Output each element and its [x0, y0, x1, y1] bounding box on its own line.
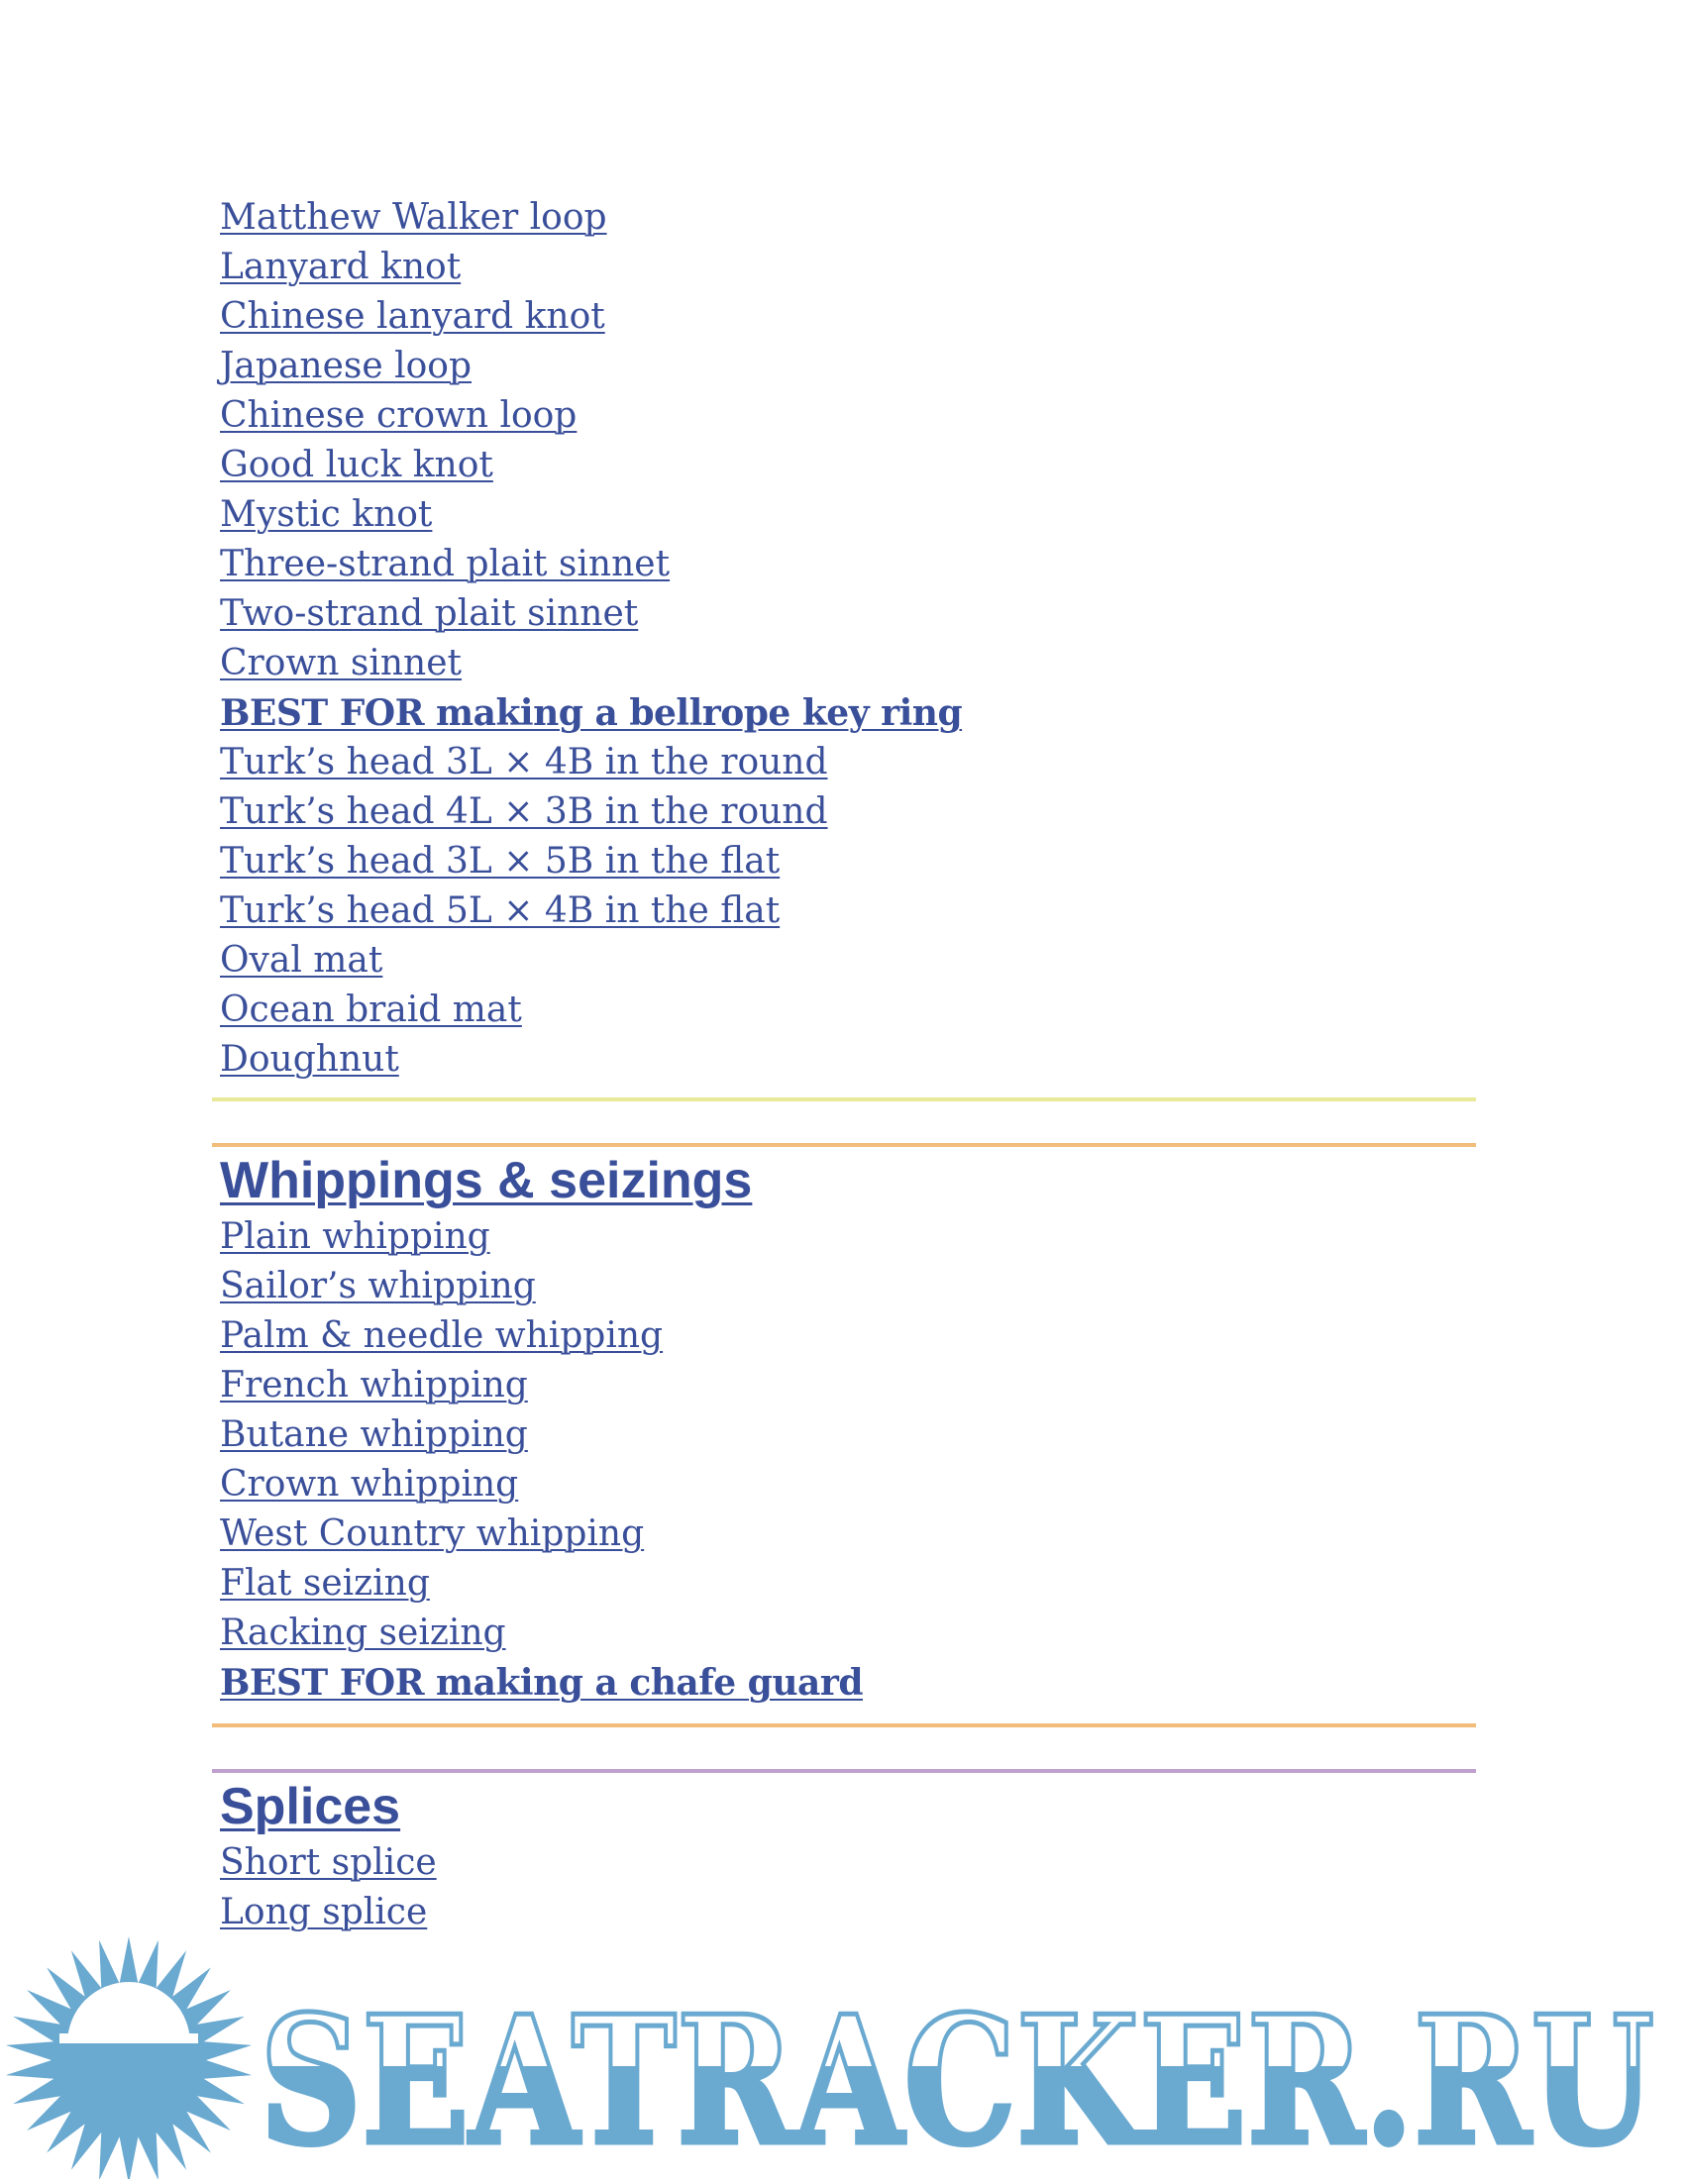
toc-link-good-luck-knot[interactable]: Good luck knot — [220, 445, 493, 485]
toc-link-flat-seizing[interactable]: Flat seizing — [220, 1563, 430, 1604]
splices-section — [220, 1775, 1470, 1937]
sun-burst-icon — [6, 1936, 252, 2179]
toc-link-racking-seizing[interactable]: Racking seizing — [220, 1612, 506, 1653]
toc-link-chinese-lanyard-knot[interactable]: Chinese lanyard knot — [220, 296, 605, 337]
whippings-section — [220, 1149, 1470, 1708]
toc-link-best-for-chafe-guard[interactable]: BEST FOR making a chafe guard — [220, 1662, 863, 1704]
toc-link-two-strand-plait-sinnet[interactable]: Two-strand plait sinnet — [220, 593, 639, 634]
toc-link-matthew-walker-loop[interactable]: Matthew Walker loop — [220, 197, 607, 238]
toc-link-butane-whipping[interactable]: Butane whipping — [220, 1414, 528, 1455]
toc-link-turks-head-3l-5b-flat[interactable]: Turk’s head 3L × 5B in the flat — [220, 841, 781, 882]
toc-link-palm-needle-whipping[interactable]: Palm & needle whipping — [220, 1315, 664, 1356]
section-divider-yellow — [212, 1097, 1476, 1101]
toc-link-crown-sinnet[interactable]: Crown sinnet — [220, 643, 463, 683]
splices-heading[interactable]: Splices — [220, 1778, 401, 1835]
decorative-knots-section — [220, 193, 1470, 1085]
section-divider-orange-bottom — [212, 1723, 1476, 1727]
toc-link-sailors-whipping[interactable]: Sailor’s whipping — [220, 1266, 536, 1306]
toc-link-three-strand-plait-sinnet[interactable]: Three-strand plait sinnet — [220, 544, 671, 584]
whippings-heading[interactable]: Whippings & seizings — [220, 1152, 753, 1209]
toc-link-turks-head-5l-4b-flat[interactable]: Turk’s head 5L × 4B in the flat — [220, 890, 781, 931]
toc-link-plain-whipping[interactable]: Plain whipping — [220, 1216, 490, 1257]
toc-link-long-splice[interactable]: Long splice — [220, 1892, 428, 1932]
section-divider-orange-top — [212, 1143, 1476, 1147]
toc-link-french-whipping[interactable]: French whipping — [220, 1365, 528, 1405]
toc-link-lanyard-knot[interactable]: Lanyard knot — [220, 247, 462, 287]
toc-link-oval-mat[interactable]: Oval mat — [220, 940, 383, 981]
toc-link-turks-head-4l-3b-round[interactable]: Turk’s head 4L × 3B in the round — [220, 791, 828, 832]
toc-link-short-splice[interactable]: Short splice — [220, 1842, 437, 1883]
toc-link-doughnut[interactable]: Doughnut — [220, 1039, 399, 1080]
toc-link-west-country-whipping[interactable]: West Country whipping — [220, 1513, 645, 1554]
toc-link-turks-head-3l-4b-round[interactable]: Turk’s head 3L × 4B in the round — [220, 742, 828, 782]
seatracker-watermark — [0, 1926, 1684, 2179]
watermark-text: SEATRACKER.RU — [260, 1977, 1654, 2179]
toc-link-mystic-knot[interactable]: Mystic knot — [220, 494, 433, 535]
toc-link-japanese-loop[interactable]: Japanese loop — [220, 346, 473, 386]
section-divider-purple — [212, 1769, 1476, 1773]
toc-link-chinese-crown-loop[interactable]: Chinese crown loop — [220, 395, 578, 436]
toc-link-crown-whipping[interactable]: Crown whipping — [220, 1464, 519, 1505]
toc-link-best-for-bellrope-key-ring[interactable]: BEST FOR making a bellrope key ring — [220, 692, 963, 734]
toc-link-ocean-braid-mat[interactable]: Ocean braid mat — [220, 989, 522, 1030]
